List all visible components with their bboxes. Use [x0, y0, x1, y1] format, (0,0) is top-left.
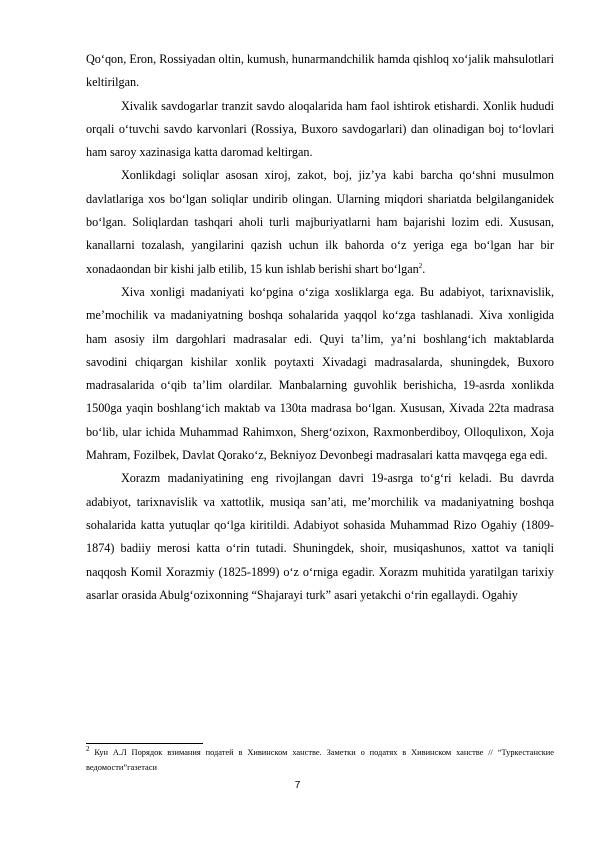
- footnote-reference[interactable]: 2: [418, 261, 423, 270]
- footnote-marker: 2: [86, 745, 90, 754]
- paragraph-3: [86, 164, 554, 280]
- footnote-text: Кун А.Л Порядок взимания податей в Хивинском ханстве. Заметки о податях в Хивинском ханстве // “Туркестанские ведомости”газетаси: [86, 748, 554, 772]
- paragraph-3-end: .: [422, 261, 426, 276]
- document-body: [86, 48, 554, 607]
- footnote: [86, 746, 554, 775]
- paragraph-2: Xivalik savdogarlar tranzit savdo aloqalarida ham faol ishtirok etishardi. Xonlik hududi orqali o‘tuvchi savdo karvonlari (Rossiya, Buxoro savdogarlari) dan olinadigan boj to‘lovlari ham saroy xazinasiga katta daromad keltirgan.: [86, 98, 554, 160]
- paragraph-5: Xorazm madaniyatining eng rivojlangan davri 19-asrga to‘g‘ri keladi. Bu davrda adabiyot, tarixnavislik va xattotlik, musiqa san’ati, me’morchilik va madaniyatning boshqa sohalarida katta yutuqlar qo‘lga kiritildi. Adabiyot sohasida Muhammad Rizo Ogahiy (1809-1874) badiiy merosi katta o‘rin tutadi. Shuningdek, shoir, musiqashunos, xattot va taniqli naqqosh Komil Xorazmiy (1825-1899) o‘z o‘rniga egadir. Xorazm muhitida yaratilgan tarixiy asarlar orasida Abulg‘ozixonning “Shajarayi turk” asari yetakchi o‘rin egallaydi. Ogahiy: [86, 471, 554, 602]
- footnote-divider: [86, 743, 203, 744]
- paragraph-4: Xiva xonligi madaniyati ko‘pgina o‘ziga xosliklarga ega. Bu adabiyot, tarixnavislik, me’mochilik va madaniyatning boshqa sohalarida yaqqol ko‘zga tashlanadi. Xiva xonligida ham asosiy ilm dargohlari madrasalar edi. Quyi ta’lim, ya’ni boshlang‘ich maktablarda savodini chiqargan kishilar xonlik poytaxti Xivadagi madrasalarda, shuningdek, Buxoro madrasalarida o‘qib ta’lim olardilar. Manbalarning guvohlik berishicha, 19-asrda xonlikda 1500ga yaqin boshlang‘ich maktab va 130ta madrasa bo‘lgan. Xususan, Xivada 22ta madrasa bo‘lib, ular ichida Muhammad Rahimxon, Sherg‘ozixon, Raxmonberdiboy, Olloqulixon, Xoja Mahram, Fozilbek, Davlat Qorako‘z, Bekniyoz Devonbegi madrasalari katta mavqega ega edi.: [86, 284, 554, 463]
- paragraph-1: Qo‘qon, Eron, Rossiyadan oltin, kumush, hunarmandchilik hamda qishloq xo‘jalik mahsulotlari keltirilgan.: [86, 52, 554, 90]
- paragraph-3-text: Xonlikdagi soliqlar asosan xiroj, zakot, boj, jiz’ya kabi barcha qo‘shni musulmon davlatlariga xos bo‘lgan soliqlar undirib olingan. Ularning miqdori shariatda belgilanganidek bo‘lgan. Soliqlardan tashqari aholi turli majburiyatlarni ham bajarishi lozim edi. Xususan, kanallarni tozalash, yangilarini qazish uchun ilk bahorda o‘z yeriga ega bo‘lgan har bir xonadaondan bir kishi jalb etilib, 15 kun ishlab berishi shart bo‘lgan: [86, 168, 554, 276]
- page-number: 7: [294, 780, 301, 791]
